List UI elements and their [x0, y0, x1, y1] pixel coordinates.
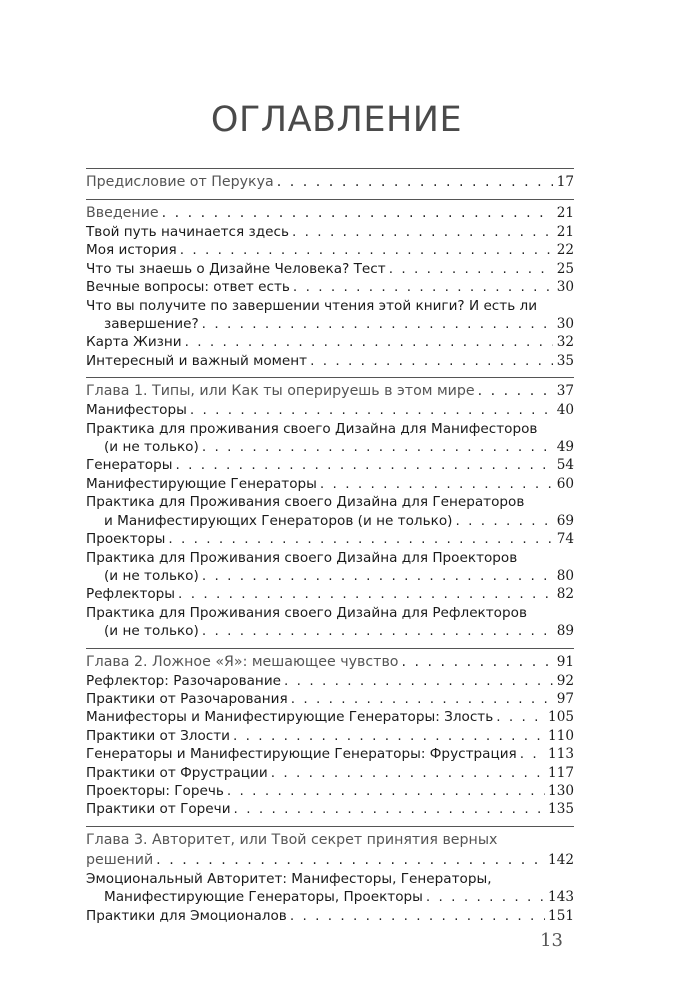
toc-title: ОГЛАВЛЕНИЕ — [210, 100, 463, 140]
toc-entry — [86, 493, 574, 530]
toc-page-number: 110 — [548, 727, 574, 744]
toc-entry — [86, 260, 574, 278]
toc-entry-title: Интересный и важный момент — [86, 352, 308, 369]
toc-page-number: 17 — [556, 174, 574, 190]
dot-leader — [277, 172, 553, 192]
dot-leader — [175, 456, 553, 474]
dot-leader — [202, 315, 553, 333]
toc-page-number: 22 — [556, 242, 574, 259]
toc-entry — [86, 604, 574, 641]
toc-entry-title: Твой путь начинается здесь — [86, 224, 290, 240]
dot-leader — [156, 850, 545, 870]
toc-entry — [86, 223, 574, 241]
toc-entry-title: (и не только) — [104, 439, 199, 456]
toc-entry-title-line: Практика для Проживания своего Дизайна для Генераторов — [86, 494, 525, 511]
dot-leader — [227, 782, 545, 800]
toc-section — [86, 377, 574, 640]
toc-entry-title: Практики от Фрустрации — [86, 764, 268, 781]
toc-page-number: 40 — [556, 402, 574, 419]
toc-chapter-entry — [86, 652, 574, 672]
toc-entry — [86, 475, 574, 493]
toc-entry — [86, 727, 574, 745]
dot-leader — [478, 381, 553, 401]
toc-entry — [86, 420, 574, 457]
table-of-contents — [86, 168, 574, 932]
dot-leader — [455, 512, 553, 530]
toc-page-number: 143 — [548, 889, 574, 906]
toc-entry — [86, 764, 574, 782]
toc-entry — [86, 352, 574, 370]
dot-leader — [292, 223, 553, 241]
toc-page-number: 91 — [556, 653, 574, 670]
toc-page-number: 113 — [548, 746, 574, 763]
toc-entry-title-line: Эмоциональный Авторитет: Манифесторы, Генераторы, — [86, 870, 492, 887]
toc-entry-title-line: Глава 3. Авторитет, или Твой секрет принятия верных — [86, 831, 498, 848]
toc-entry-title: Рефлектор: Разочарование — [86, 672, 282, 689]
dot-leader — [293, 278, 553, 296]
dot-leader — [271, 764, 545, 782]
dot-leader — [180, 241, 553, 259]
toc-entry-title-line: Практика для Проживания своего Дизайна для Проекторов — [86, 549, 518, 566]
toc-section — [86, 648, 574, 819]
toc-chapter-entry — [86, 203, 574, 223]
toc-entry-title: Карта Жизни — [86, 334, 182, 351]
dot-leader — [290, 907, 545, 925]
dot-leader — [291, 690, 553, 708]
page-number: 13 — [540, 930, 563, 951]
dot-leader — [284, 672, 553, 690]
toc-entry-title: Проекторы — [86, 531, 166, 548]
toc-page-number: 105 — [548, 709, 574, 726]
toc-entry-title: Моя история — [86, 242, 177, 259]
toc-page-number: 37 — [556, 383, 574, 400]
dot-leader — [178, 585, 553, 603]
dot-leader — [162, 203, 553, 223]
toc-page-number: 130 — [548, 782, 574, 799]
toc-entry-title: Манифесторы — [86, 402, 187, 419]
toc-chapter-entry — [86, 172, 574, 192]
toc-entry — [86, 708, 574, 726]
toc-page-number: 92 — [556, 672, 574, 689]
dot-leader — [310, 352, 553, 370]
toc-entry — [86, 530, 574, 548]
toc-page-number: 80 — [556, 567, 574, 584]
toc-entry-title: Глава 2. Ложное «Я»: мешающее чувство — [86, 653, 399, 670]
dot-leader — [233, 727, 545, 745]
dot-leader — [190, 401, 553, 419]
toc-entry-title: завершение? — [104, 316, 199, 333]
toc-page-number: 135 — [548, 801, 574, 818]
toc-entry — [86, 672, 574, 690]
toc-entry-title: Практики от Горечи — [86, 801, 231, 818]
toc-page-number: 60 — [556, 475, 574, 492]
toc-entry — [86, 241, 574, 259]
toc-entry-title-line: Практика для проживания своего Дизайна для Манифесторов — [86, 420, 538, 437]
toc-entry-title: Рефлекторы — [86, 586, 176, 603]
toc-entry-title: и Манифестирующих Генераторов (и не только) — [104, 512, 453, 529]
toc-entry — [86, 745, 574, 763]
toc-entry-title: Что ты знаешь о Дизайне Человека? Тест — [86, 260, 386, 277]
toc-entry — [86, 782, 574, 800]
toc-entry — [86, 278, 574, 296]
toc-page-number: 25 — [556, 260, 574, 277]
toc-entry-title: (и не только) — [104, 567, 199, 584]
toc-section — [86, 199, 574, 370]
toc-page-number: 21 — [556, 224, 574, 240]
toc-entry — [86, 333, 574, 351]
dot-leader — [168, 530, 553, 548]
dot-leader — [320, 475, 553, 493]
toc-entry-title-line: Что вы получите по завершении чтения этой книги? И есть ли — [86, 297, 538, 314]
dot-leader — [234, 800, 546, 818]
dot-leader — [389, 260, 553, 278]
dot-leader — [185, 333, 553, 351]
toc-entry-title-line: Практика для Проживания своего Дизайна для Рефлекторов — [86, 604, 527, 621]
toc-entry-title: (и не только) — [104, 623, 199, 640]
toc-section — [86, 826, 574, 925]
toc-entry — [86, 907, 574, 925]
toc-entry-title: Глава 1. Типы, или Как ты оперируешь в этом мире — [86, 383, 475, 400]
toc-entry-title: Манифестирующие Генераторы, Проекторы — [104, 889, 423, 906]
toc-entry-title: Вечные вопросы: ответ есть — [86, 279, 290, 296]
toc-entry-title: Введение — [86, 205, 159, 221]
toc-page-number: 89 — [556, 623, 574, 640]
toc-entry-title: Предисловие от Перукуа — [86, 174, 274, 190]
toc-page-number: 69 — [556, 512, 574, 529]
dot-leader — [520, 745, 545, 763]
toc-entry — [86, 297, 574, 334]
toc-entry — [86, 585, 574, 603]
toc-page-number: 32 — [556, 334, 574, 351]
toc-entry — [86, 401, 574, 419]
toc-entry — [86, 800, 574, 818]
toc-entry-title: Манифесторы и Манифестирующие Генераторы: Злость — [86, 709, 494, 726]
toc-chapter-entry — [86, 830, 574, 870]
toc-page-number: 30 — [556, 316, 574, 333]
toc-page-number: 151 — [548, 907, 574, 924]
toc-entry — [86, 690, 574, 708]
toc-entry-title: решений — [86, 851, 154, 868]
toc-page-number: 142 — [548, 851, 574, 868]
toc-entry-title: Практики для Эмоционалов — [86, 907, 287, 924]
dot-leader — [202, 567, 553, 585]
toc-entry-title: Проекторы: Горечь — [86, 782, 224, 799]
toc-page-number: 54 — [556, 457, 574, 474]
toc-entry — [86, 549, 574, 586]
toc-entry-title: Генераторы и Манифестирующие Генераторы: Фрустрация — [86, 746, 517, 763]
dot-leader — [202, 622, 553, 640]
dot-leader — [496, 708, 545, 726]
toc-entry-title: Практики от Разочарования — [86, 690, 288, 707]
toc-page-number: 21 — [556, 205, 574, 221]
toc-page-number: 35 — [556, 352, 574, 369]
toc-section — [86, 168, 574, 192]
toc-entry — [86, 870, 574, 907]
dot-leader — [202, 438, 553, 456]
dot-leader — [426, 888, 545, 906]
toc-page-number: 117 — [548, 764, 574, 781]
dot-leader — [402, 652, 554, 672]
toc-entry-title: Генераторы — [86, 457, 173, 474]
toc-entry-title: Манифестирующие Генераторы — [86, 475, 317, 492]
toc-chapter-entry — [86, 381, 574, 401]
toc-page-number: 74 — [556, 531, 574, 548]
toc-page-number: 49 — [556, 439, 574, 456]
toc-page-number: 82 — [556, 586, 574, 603]
toc-entry-title: Практики от Злости — [86, 727, 231, 744]
toc-entry — [86, 456, 574, 474]
toc-page-number: 97 — [556, 690, 574, 707]
toc-page-number: 30 — [556, 279, 574, 296]
